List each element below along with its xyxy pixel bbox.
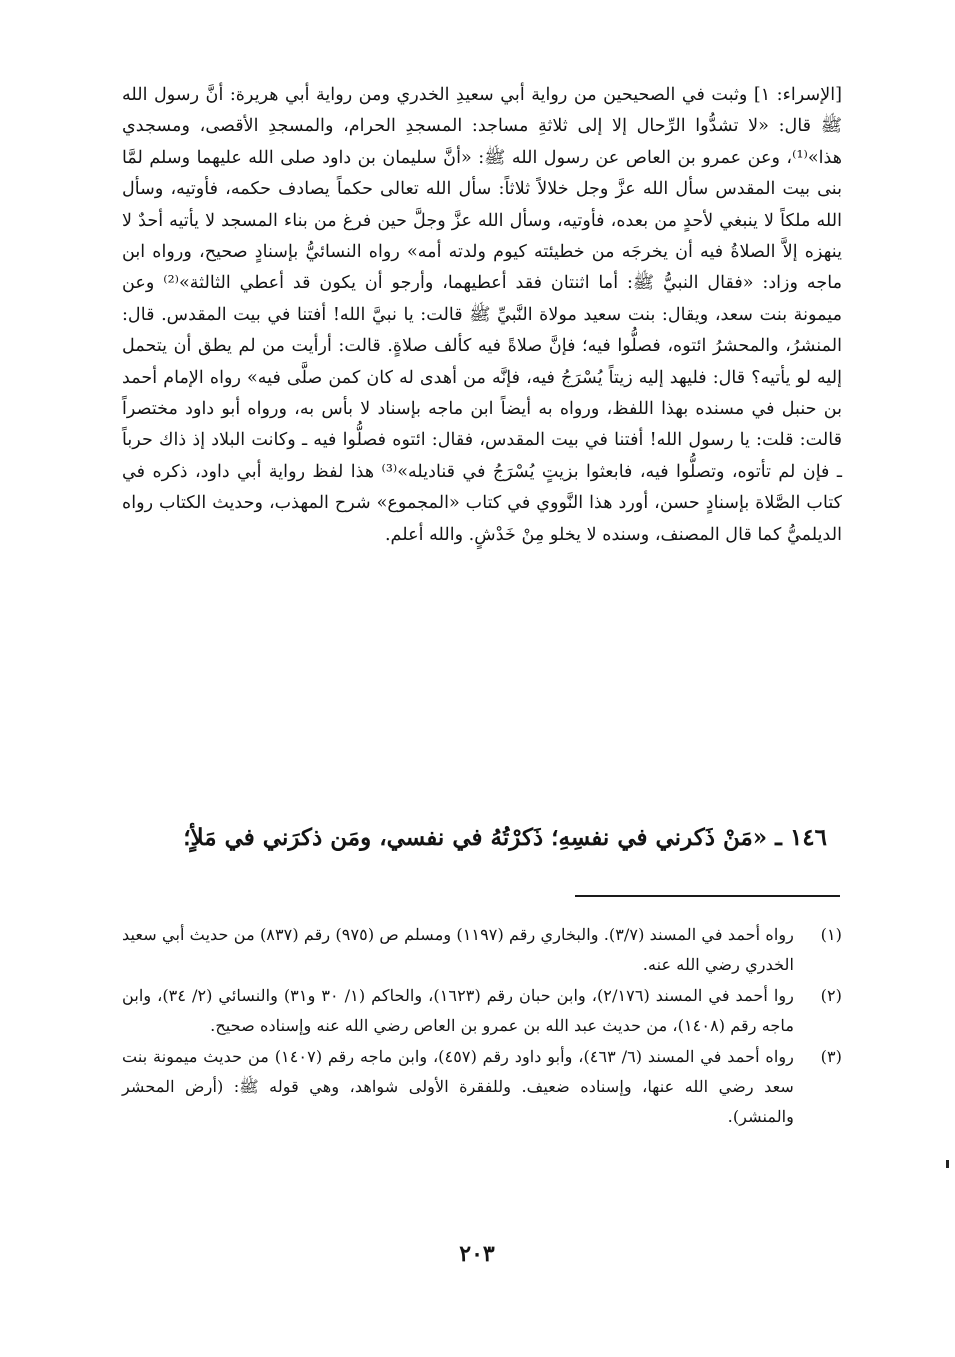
main-text-block — [122, 80, 842, 551]
footnote-separator — [575, 895, 840, 897]
footnote-item — [122, 1042, 842, 1133]
footnote-text: رواه أحمد في المسند (٦/ ٤٦٣)، وأبو داود رقم (٤٥٧)، وابن ماجه رقم (١٤٠٧) من حديث ميمونة بنت سعد رضي الله عنها، وإسناده ضعيف. وللفقرة الأولى شواهد، وهي قوله ﷺ: (أرض المحشر والمنشر). — [122, 1046, 794, 1127]
footnote-number: (٣) — [820, 1046, 842, 1066]
footnote-number: (١) — [820, 925, 842, 944]
page-number: ٢٠٣ — [459, 1241, 495, 1267]
footnote-item — [122, 920, 842, 981]
body-paragraph: [الإسراء: ١] وثبت في الصحيحين من رواية أبي سعيدِ الخدري ومن رواية أبي هريرة: أنَّ رسول الله ﷺ قال: «لا تشدُّوا الرِّحال إلا إلى ثلاثةِ مساجد: المسجدِ الحرام، والمسجدِ الأقصى، ومسجدي هذا»⁽¹⁾، وعن عمرو بن العاص عن رسول الله ﷺ: «أنَّ سليمان بن داود صلى الله عليهما وسلم لمَّا بنى بيت المقدس سأل الله عزَّ وجل خلالاً ثلاثاً: سأل الله تعالى حكماً يصادف حكمه، فأوتيه، وسأل الله ملكاً لا ينبغي لأحدٍ من بعده، فأوتيه، وسأل الله عزَّ وجلَّ حين فرغ من بناء المسجد لا يأتيه أحدٌ لا ينهزه إلاَّ الصلاةُ فيه أن يخرجَه من خطيئته كيوم ولدته أمه» رواه النسائيُّ بإسنادٍ صحيح، ورواه ابن ماجه وزاد: «فقال النبيُّ ﷺ: أما اثنتان فقد أعطيهما، وأرجو أن يكون قد أعطي الثالثة»⁽²⁾ وعن ميمونة بنت سعد، ويقال: بنت سعيد مولاة النَّبيِّ ﷺ قالت: يا نبيَّ الله! أفتنا في بيت المقدس. قال: المنشرُ، والمحشرُ ائتوه، فصلُّوا فيه؛ فإنَّ صلاةً فيه كألف صلاةٍ. قالت: أرأيت من لم يطق أن يتحمل إليه لو يأتيه؟ قال: فليهد إليه زيتاً يُسْرَجُ فيه، فإنَّه من أهدى له كان كمن صلَّى فيه» رواه الإمام أحمد بن حنبل في مسنده بهذا اللفظ، ورواه به أيضاً ابن ماجه بإسناد لا بأس به، ورواه أبو داود مختصراً قالت: قلت: يا رسول الله! أفتنا في بيت المقدس، فقال: ائتوه فصلُّوا فيه ـ وكانت البلاد إذ ذاك حرباً ـ فإن لم تأتوه، وتصلُّوا فيه، فابعثوا بزيتٍ يُسْرَجُ في قناديله»⁽³⁾ هذا لفظ رواية أبي داود، ذكره في كتاب الصَّلاة بإسنادٍ حسن، أورد هذا النَّووي في كتاب «المجموع» شرح المهذب، وحديث الكتاب رواه الديلميُّ كما قال المصنف، وسنده لا يخلو مِنْ خَدْشٍ. والله أعلم. — [122, 85, 843, 545]
footnotes-block — [122, 920, 842, 1133]
scan-edge-mark — [946, 1160, 949, 1168]
footnote-text: روا أحمد في المسند (٢/١٧٦)، وابن حبان رقم (١٦٢٣)، والحاكم (١/ ٣٠ و٣١) والنسائي (٢/ ٣٤)، وابن ماجه رقم (١٤٠٨)، من حديث عبد الله بن عمرو بن العاص رضي الله عنه وإسناده صحيح. — [122, 985, 794, 1036]
footnote-number: (٢) — [820, 985, 842, 1005]
footnote-text: رواه أحمد في المسند (٣/٧). والبخاري رقم (١١٩٧) ومسلم ص (٩٧٥) رقم (٨٣٧) من حديث أبي سعيد الخدري رضي الله عنه. — [122, 925, 794, 975]
hadith-heading: ١٤٦ ـ «مَنْ ذَكرني في نفسِهِ؛ ذَكرْتُهُ في نفسي، ومَن ذكرَني في مَلأٍ؛ — [183, 824, 827, 851]
footnote-item — [122, 981, 842, 1042]
